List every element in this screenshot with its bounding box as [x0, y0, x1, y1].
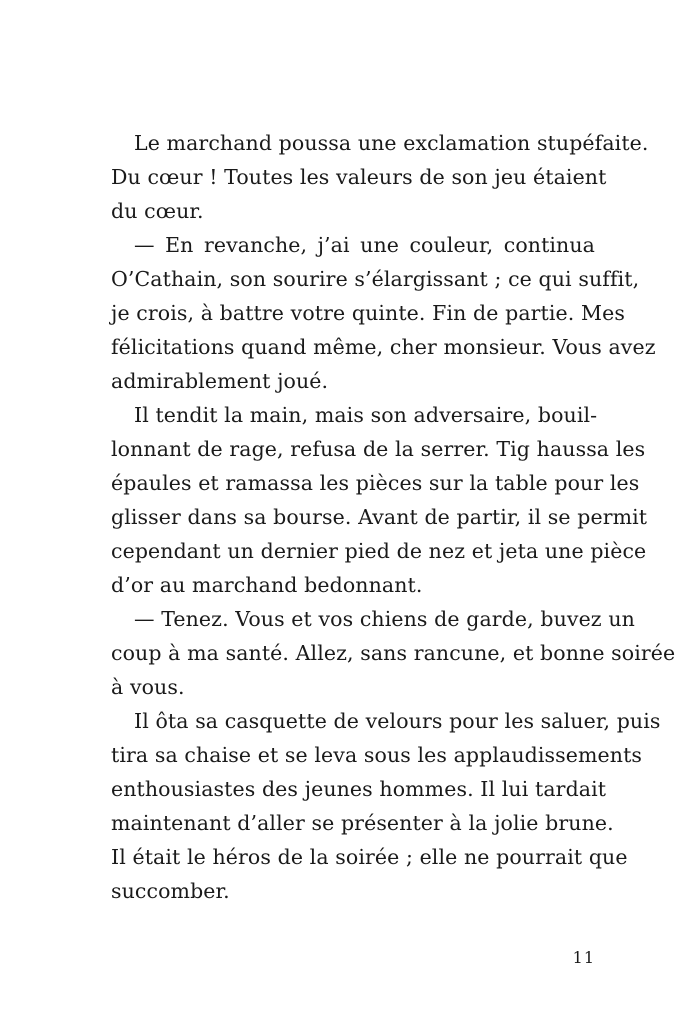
- text-line: succomber.: [111, 879, 230, 903]
- text-line: tira sa chaise et se leva sous les applaudissements: [111, 743, 643, 767]
- text-line: Il était le héros de la soirée ; elle ne pourrait que: [111, 845, 628, 869]
- text-line: enthousiastes des jeunes hommes. Il lui tardait: [111, 777, 607, 801]
- body-text: [111, 126, 676, 908]
- text-line: je crois, à battre votre quinte. Fin de partie. Mes: [111, 301, 625, 325]
- text-line: coup à ma santé. Allez, sans rancune, et bonne soirée: [111, 641, 676, 665]
- text-line: Le marchand poussa une exclamation stupéfaite.: [134, 131, 649, 155]
- text-line: épaules et ramassa les pièces sur la table pour les: [111, 471, 640, 495]
- text-line: lonnant de rage, refusa de la serrer. Tig haussa les: [111, 437, 646, 461]
- text-line: Il ôta sa casquette de velours pour les saluer, puis: [134, 709, 661, 733]
- text-line: cependant un dernier pied de nez et jeta une pièce: [111, 539, 647, 563]
- text-line: — En revanche, j’ai une couleur, continua: [134, 233, 595, 257]
- text-line: Du cœur ! Toutes les valeurs de son jeu étaient: [111, 165, 607, 189]
- text-line: Il tendit la main, mais son adversaire, bouil-: [134, 403, 598, 427]
- text-line: du cœur.: [111, 199, 204, 223]
- text-line: d’or au marchand bedonnant.: [111, 573, 423, 597]
- text-line: à vous.: [111, 675, 185, 699]
- text-line: admirablement joué.: [111, 369, 329, 393]
- text-line: glisser dans sa bourse. Avant de partir, il se permit: [111, 505, 648, 529]
- text-line: O’Cathain, son sourire s’élargissant ; ce qui suffit,: [111, 267, 640, 291]
- text-line: — Tenez. Vous et vos chiens de garde, buvez un: [134, 607, 635, 631]
- text-line: félicitations quand même, cher monsieur. Vous avez: [111, 335, 656, 359]
- text-line: maintenant d’aller se présenter à la jolie brune.: [111, 811, 614, 835]
- page-number: 11: [572, 948, 595, 967]
